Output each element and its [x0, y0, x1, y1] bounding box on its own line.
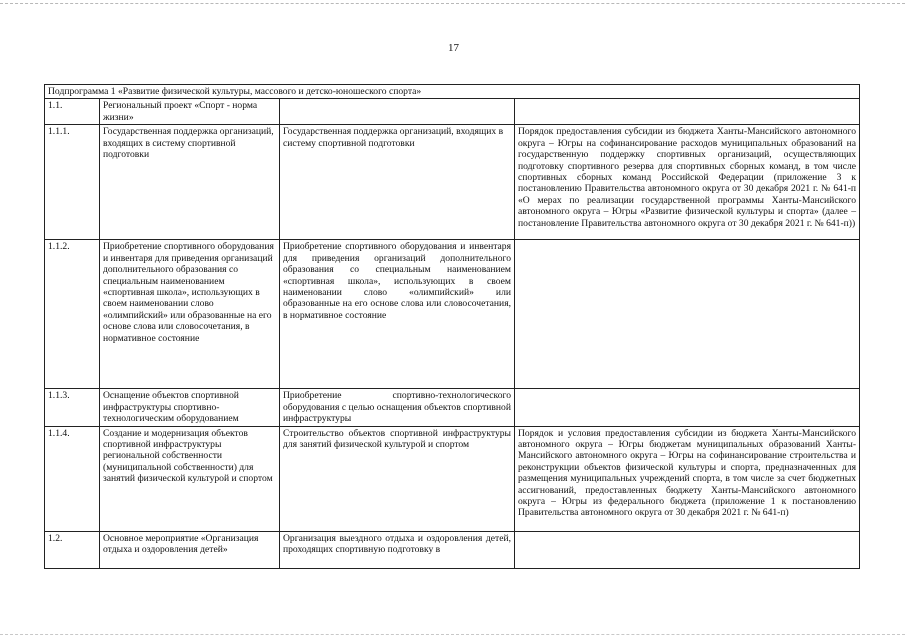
subprogram-title: Подпрограмма 1 «Развитие физической культуры, массового и детско-юношеского спорта»: [45, 85, 860, 99]
table-row: [45, 389, 860, 426]
row-number: 1.1.3.: [45, 389, 100, 426]
row-number: 1.2.: [45, 531, 100, 568]
regulatory-document: Порядок предоставления субсидии из бюджета Ханты-Мансийского автономного округа – Югры на софинансирование расходов муниципальных образований на государственную поддержку спортивных организаций, осуществляющих подготовку спортивного резерва для спортивных сборных команд, в том числе спортивных сборных команд Российской Федерации (приложение 3 к постановлению Правительства автономного округа от 30 декабря 2021 г. № 641-п «О мерах по реализации государственной программы Ханты-Мансийского автономного округа – Югры «Развитие физической культуры и спорта» (далее – постановление Правительства автономного округа от 30 декабря 2021 г. № 641-п)): [515, 125, 860, 240]
measure-direction: Приобретение спортивно-технологического оборудования с целью оснащения объектов спортивной инфраструктуры: [280, 389, 515, 426]
row-number: 1.1.2.: [45, 240, 100, 389]
measure-name: Создание и модернизация объектов спортивной инфраструктуры региональной собственности (муниципальной собственности) для занятий физической культурой и спортом: [100, 426, 280, 531]
measure-direction: Строительство объектов спортивной инфраструктуры для занятий физической культурой и спортом: [280, 426, 515, 531]
scan-edge-top: [0, 3, 905, 4]
measure-name: Оснащение объектов спортивной инфраструктуры спортивно-технологическим оборудованием: [100, 389, 280, 426]
measure-direction: [280, 99, 515, 125]
subprogram-row: [45, 85, 860, 99]
page-number: 17: [448, 42, 459, 54]
regulatory-document: [515, 240, 860, 389]
table-row: [45, 426, 860, 531]
regulatory-document: Порядок и условия предоставления субсидии из бюджета Ханты-Мансийского автономного округа – Югры бюджетам муниципальных образований Ханты-Мансийского автономного округа – Югры на софинансирование строительства и реконструкции объектов физической культуры и спорта, предназначенных для размещения муниципальных учреждений спорта, в том числе за счет бюджетных ассигнований, предоставленных бюджету Ханты-Мансийского автономного округа – Югры из федерального бюджета (приложение 1 к постановлению Правительства автономного округа от 30 декабря 2021 г. № 641-п): [515, 426, 860, 531]
row-number: 1.1.1.: [45, 125, 100, 240]
table-row: [45, 125, 860, 240]
measure-direction: Приобретение спортивного оборудования и инвентаря для приведения организаций дополнительного образования со специальным наименованием «спортивная школа», использующих в своем наименовании слово «олимпийский» или образованные на его основе слова или словосочетания, в нормативное состояние: [280, 240, 515, 389]
regulatory-document: [515, 389, 860, 426]
measure-direction: Организация выездного отдыха и оздоровления детей, проходящих спортивную подготовку в: [280, 531, 515, 568]
scan-edge-bottom: [0, 634, 905, 635]
regulatory-document: [515, 99, 860, 125]
row-number: 1.1.: [45, 99, 100, 125]
table-row: [45, 99, 860, 125]
measure-name: Государственная поддержка организаций, входящих в систему спортивной подготовки: [100, 125, 280, 240]
measures-table: [44, 84, 860, 569]
regulatory-document: [515, 531, 860, 568]
row-number: 1.1.4.: [45, 426, 100, 531]
measure-direction: Государственная поддержка организаций, входящих в систему спортивной подготовки: [280, 125, 515, 240]
measure-name: Приобретение спортивного оборудования и инвентаря для приведения организаций дополнительного образования со специальным наименованием «спортивная школа», использующих в своем наименовании слово «олимпийский» или образованные на его основе слова или словосочетания, в нормативное состояние: [100, 240, 280, 389]
table-row: [45, 531, 860, 568]
measure-name: Региональный проект «Спорт - норма жизни»: [100, 99, 280, 125]
measure-name: Основное мероприятие «Организация отдыха и оздоровления детей»: [100, 531, 280, 568]
table-row: [45, 240, 860, 389]
